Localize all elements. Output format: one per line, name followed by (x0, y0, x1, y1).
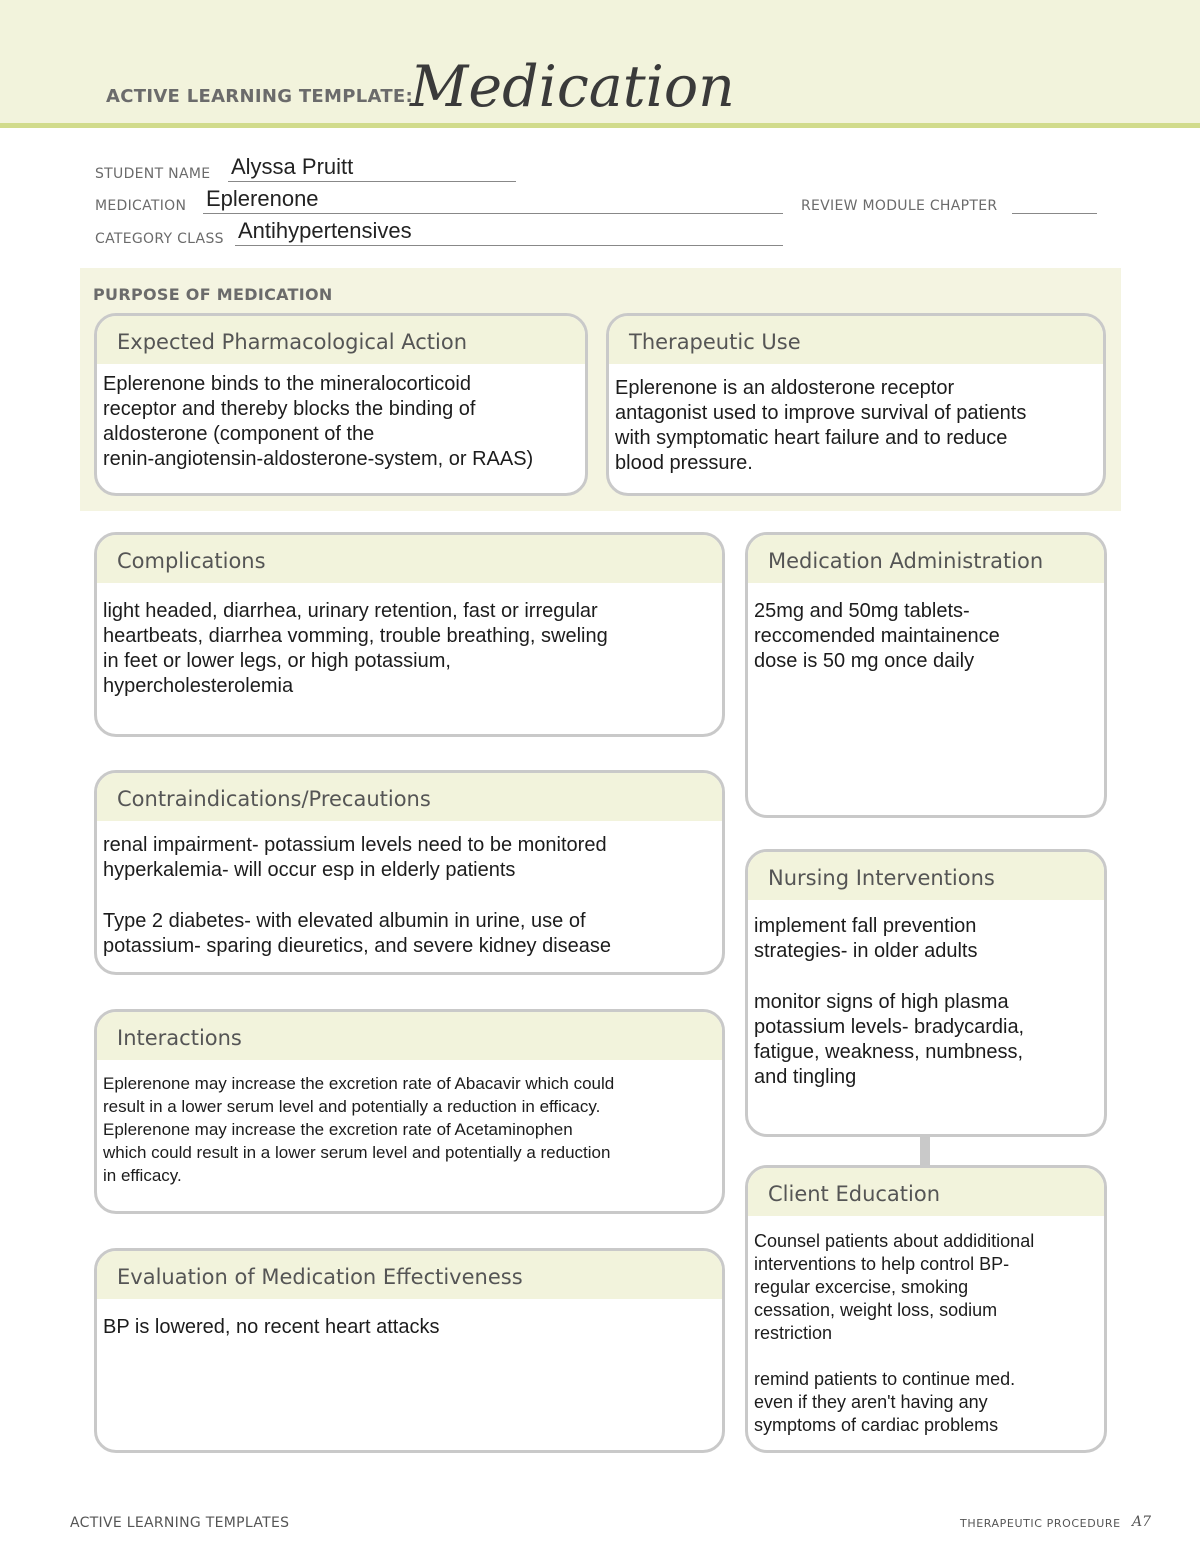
interactions-title: Interactions (97, 1012, 722, 1062)
nursing-interventions-text[interactable]: implement fall prevention strategies- in older adults monitor signs of high plasma potassium levels- bradycardia, fatigue, weakness, numbness, and tingling (754, 915, 1025, 1088)
evaluation-card (94, 1248, 725, 1453)
nursing-interventions-title: Nursing Interventions (748, 852, 1104, 902)
complications-title: Complications (97, 535, 722, 585)
complications-text[interactable]: light headed, diarrhea, urinary retention, fast or irregular heartbeats, diarrhea vomming, trouble breathing, sweling in feet or lower legs, or high potassium, hypercholesterolemia (103, 600, 608, 697)
client-education-title: Client Education (748, 1168, 1104, 1218)
student-name-label: STUDENT NAME (95, 166, 211, 182)
medication-label: MEDICATION (95, 198, 187, 214)
administration-title: Medication Administration (748, 535, 1104, 585)
administration-card (745, 532, 1107, 818)
footer-right: THERAPEUTIC PROCEDURE (960, 1517, 1121, 1530)
administration-text[interactable]: 25mg and 50mg tablets- reccomended maintainence dose is 50 mg once daily (754, 600, 1000, 672)
interactions-text[interactable]: Eplerenone may increase the excretion rate of Abacavir which could result in a lower serum level and potentially a reduction in efficacy. Eplerenone may increase the excretion rate of Acetaminophen which could result in a lower serum level and potentially a reduction in efficacy. (103, 1074, 615, 1185)
student-name-field[interactable]: Alyssa Pruitt (231, 154, 354, 179)
contraindications-text[interactable]: renal impairment- potassium levels need to be monitored hyperkalemia- will occur esp in elderly patients Type 2 diabetes- with elevated albumin in urine, use of potassium- sparing dieuretics, and severe kidney disease (103, 834, 612, 957)
therapeutic-use-card (606, 313, 1106, 496)
purpose-label: PURPOSE OF MEDICATION (93, 285, 333, 304)
contraindications-title: Contraindications/Precautions (97, 773, 722, 823)
expected-action-text[interactable]: Eplerenone binds to the mineralocorticoid receptor and thereby blocks the binding of aldosterone (component of the renin-angiotensin-aldosterone-system, or RAAS) (103, 373, 534, 470)
interactions-card (94, 1009, 725, 1214)
expected-action-title: Expected Pharmacological Action (97, 316, 585, 366)
medication-line (203, 213, 783, 214)
contraindications-card (94, 770, 725, 975)
expected-action-card (94, 313, 588, 496)
page-number: A7 (1132, 1514, 1152, 1530)
template-title: Medication (410, 54, 735, 120)
evaluation-text[interactable]: BP is lowered, no recent heart attacks (103, 1316, 440, 1338)
review-module-label: REVIEW MODULE CHAPTER (801, 198, 998, 214)
complications-card (94, 532, 725, 737)
category-class-label: CATEGORY CLASS (95, 231, 224, 247)
category-class-field[interactable]: Antihypertensives (238, 218, 412, 243)
review-module-field[interactable] (1012, 213, 1097, 214)
card-connector (920, 1136, 930, 1166)
therapeutic-use-title: Therapeutic Use (609, 316, 1103, 366)
evaluation-title: Evaluation of Medication Effectiveness (97, 1251, 722, 1301)
nursing-interventions-card (745, 849, 1107, 1137)
template-label: ACTIVE LEARNING TEMPLATE: (106, 86, 413, 107)
client-education-text[interactable]: Counsel patients about addiditional interventions to help control BP- regular excercise, smoking cessation, weight loss, sodium restriction remind patients to continue med. even if they aren't having any symptoms of cardiac problems (754, 1231, 1035, 1435)
therapeutic-use-text[interactable]: Eplerenone is an aldosterone receptor antagonist used to improve survival of patients with symptomatic heart failure and to reduce blood pressure. (615, 377, 1027, 474)
footer-left: ACTIVE LEARNING TEMPLATES (70, 1515, 290, 1531)
header-rule (0, 123, 1200, 128)
category-class-line (235, 245, 783, 246)
student-name-line (228, 181, 516, 182)
client-education-card (745, 1165, 1107, 1453)
medication-field[interactable]: Eplerenone (206, 186, 319, 211)
